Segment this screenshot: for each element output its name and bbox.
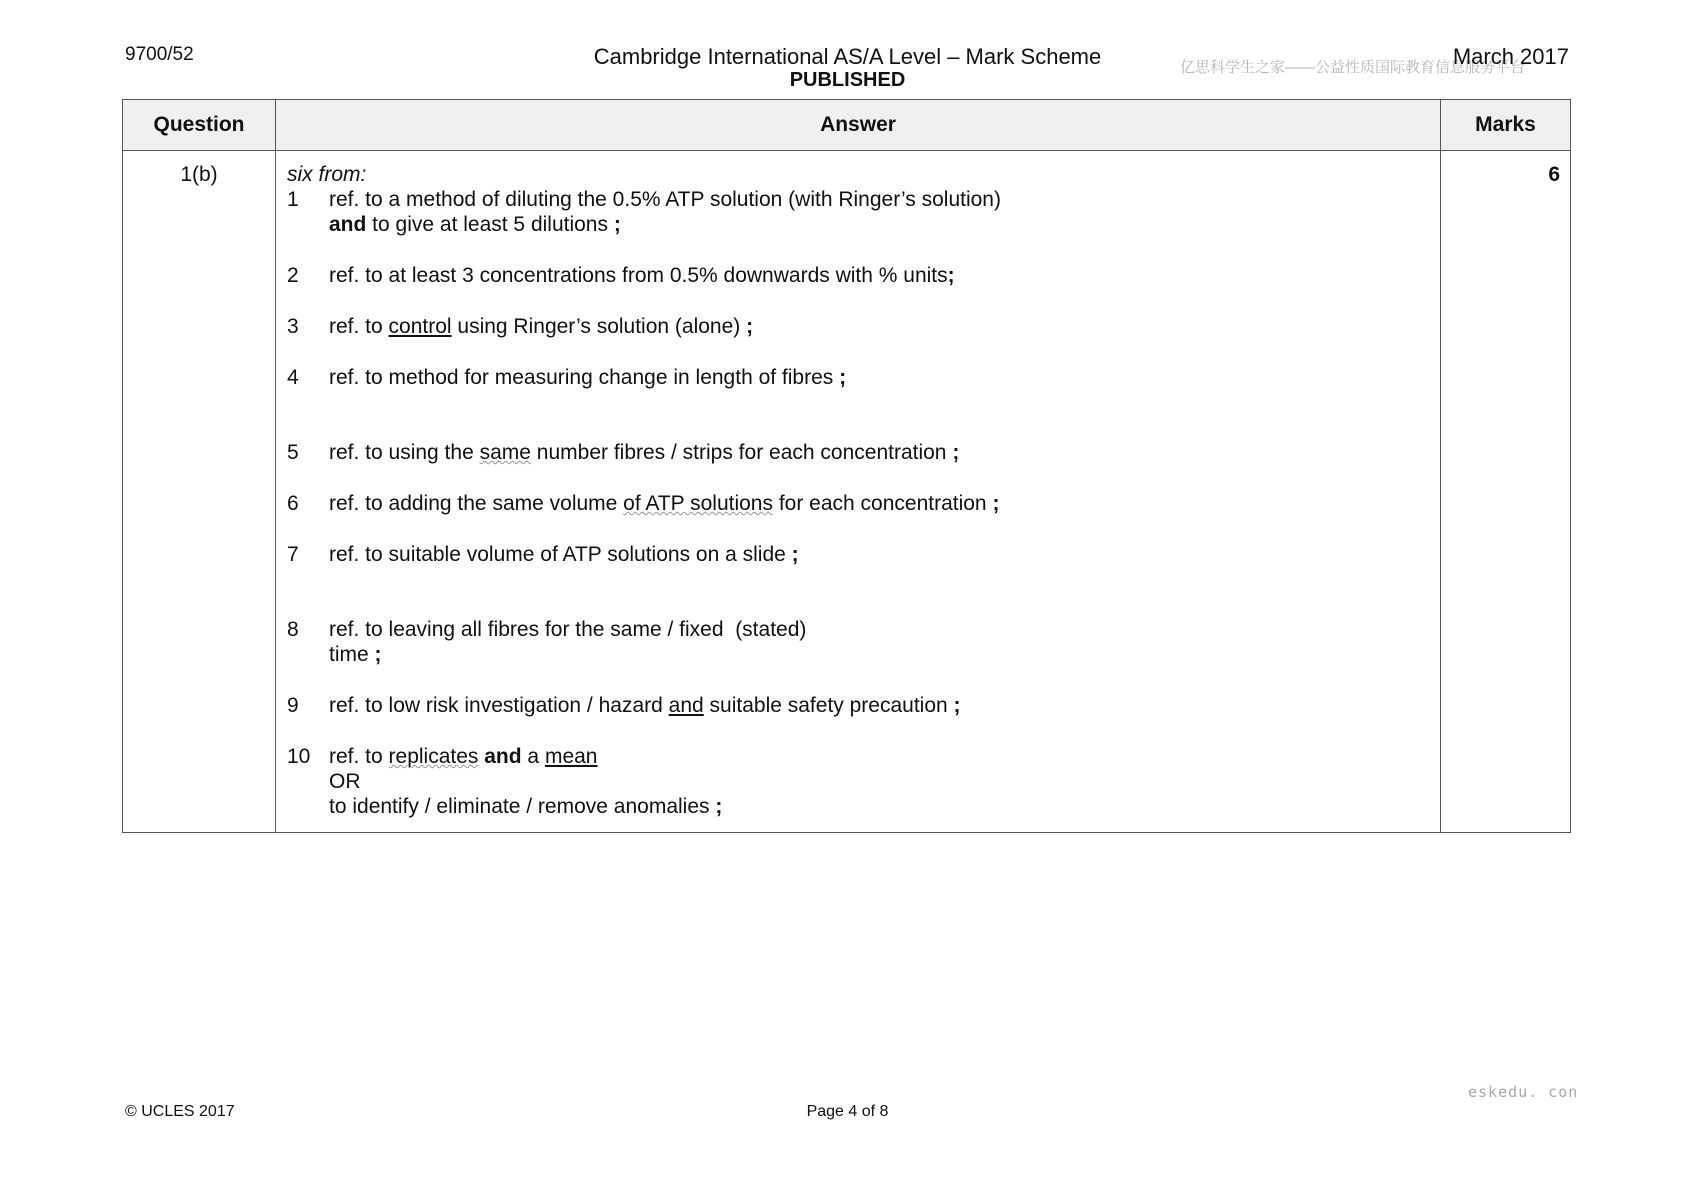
text-run: ref. to at least 3 concentrations from 0.5% downwards with % units	[329, 264, 948, 287]
mark-separator: ;	[791, 543, 799, 566]
mark-separator: ;	[953, 694, 961, 717]
footer-watermark: eskedu. con	[1468, 1083, 1579, 1101]
text-run: ref. to method for measuring change in length of fibres	[329, 366, 840, 389]
point-number: 1	[287, 188, 299, 211]
text-run: time	[329, 643, 375, 666]
point-line: OR	[329, 770, 361, 793]
point-number: 8	[287, 618, 299, 641]
point-number: 4	[287, 366, 299, 389]
point-number: 2	[287, 264, 299, 287]
mark-separator: ;	[613, 213, 621, 236]
underlined-term: mean	[544, 745, 598, 768]
point-text	[329, 542, 1430, 567]
answer-point-4	[287, 365, 1430, 390]
mark-separator: ;	[992, 492, 1000, 515]
point-line: ref. to leaving all fibres for the same / fixed (stated)	[329, 618, 807, 641]
page-number: Page 4 of 8	[806, 1103, 889, 1120]
point-number: 6	[287, 492, 299, 515]
answer-point-7	[287, 542, 1430, 567]
point-text	[329, 365, 1430, 390]
point-text	[329, 263, 1430, 288]
point-line	[329, 212, 1430, 237]
answer-point-3	[287, 314, 1430, 339]
point-number: 9	[287, 694, 299, 717]
answer-point-8	[287, 617, 1430, 667]
emphasis: and	[478, 745, 522, 768]
answer-point-6	[287, 491, 1430, 516]
published-label: PUBLISHED	[789, 69, 906, 91]
point-line	[329, 642, 1430, 667]
text-run: ref. to	[329, 745, 389, 768]
text-run: ref. to using the	[329, 441, 480, 464]
question-column-header: Question	[123, 100, 276, 151]
text-run: ref. to low risk investigation / hazard	[329, 694, 669, 717]
point-text	[329, 693, 1430, 718]
point-text	[329, 744, 1430, 819]
text-run: using Ringer’s solution (alone)	[451, 315, 747, 338]
document-code: 9700/52	[125, 44, 194, 65]
table-header-row	[123, 100, 1571, 151]
answer-point-9	[287, 693, 1430, 718]
text-run: number fibres / strips for each concentration	[530, 441, 953, 464]
point-text	[329, 187, 1430, 237]
copyright: © UCLES 2017	[125, 1103, 235, 1120]
point-line: ref. to a method of diluting the 0.5% ATP solution (with Ringer’s solution)	[329, 188, 1001, 211]
answer-point-10	[287, 744, 1430, 819]
mark-scheme-table	[122, 99, 1571, 833]
table-row	[123, 151, 1571, 833]
answer-point-2	[287, 263, 1430, 288]
marks-value: 6	[1441, 151, 1571, 833]
underlined-term: replicates	[388, 745, 479, 768]
mark-separator: ;	[715, 795, 723, 818]
document-title: Cambridge International AS/A Level – Mark Scheme	[593, 44, 1102, 69]
answer-intro: six from:	[287, 163, 367, 186]
emphasis: and	[329, 213, 367, 236]
point-text	[329, 491, 1430, 516]
flagged-word: of ATP solutions	[623, 492, 773, 515]
answer-point-5	[287, 440, 1430, 465]
text-run: for each concentration	[772, 492, 993, 515]
answer-cell	[276, 151, 1441, 833]
point-text	[329, 617, 1430, 667]
point-number: 10	[287, 745, 311, 768]
flagged-word: same	[479, 441, 531, 464]
text-run: ref. to adding the same volume	[329, 492, 624, 515]
question-number: 1(b)	[123, 151, 276, 833]
document-date: March 2017	[1452, 44, 1569, 69]
underlined-term: and	[668, 694, 704, 717]
text-run: to give at least 5 dilutions	[366, 213, 614, 236]
mark-separator: ;	[746, 315, 754, 338]
point-line	[329, 744, 1430, 769]
point-text	[329, 440, 1430, 465]
text-run: a	[521, 745, 545, 768]
point-number: 5	[287, 441, 299, 464]
watermark-text: 亿思科学生之家——公益性质国际教育信息服务平台	[1180, 59, 1526, 76]
point-number: 7	[287, 543, 299, 566]
marks-column-header: Marks	[1441, 100, 1571, 151]
mark-separator: ;	[947, 264, 955, 287]
point-number: 3	[287, 315, 299, 338]
point-line	[329, 794, 1430, 819]
text-run: ref. to	[329, 315, 389, 338]
mark-separator: ;	[839, 366, 847, 389]
answer-point-1	[287, 187, 1430, 237]
text-run: ref. to suitable volume of ATP solutions on a slide	[329, 543, 792, 566]
point-text	[329, 314, 1430, 339]
text-run: suitable safety precaution	[703, 694, 954, 717]
underlined-term: control	[388, 315, 452, 338]
text-run: to identify / eliminate / remove anomalies	[329, 795, 716, 818]
mark-separator: ;	[952, 441, 960, 464]
answer-column-header: Answer	[276, 100, 1441, 151]
mark-separator: ;	[374, 643, 382, 666]
